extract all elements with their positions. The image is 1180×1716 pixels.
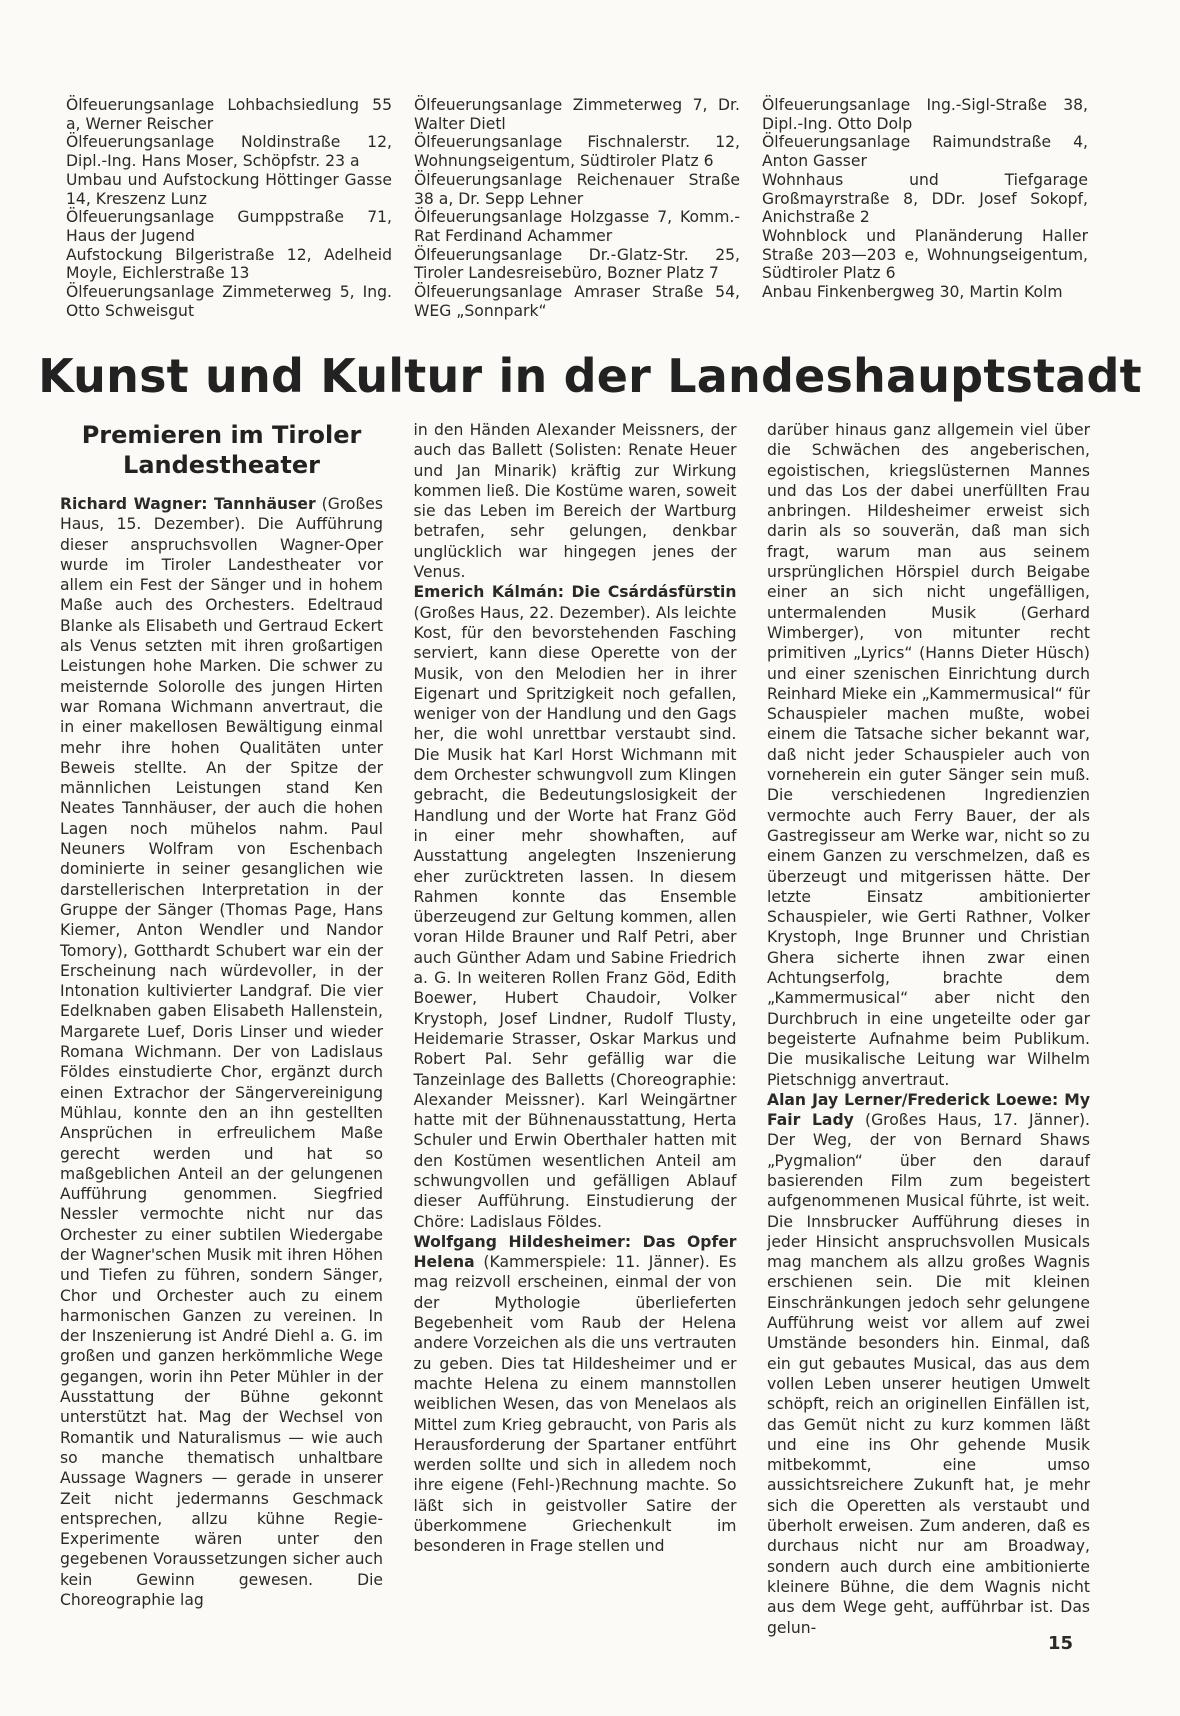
permit-entry: Ölfeuerungsanlage Lohbachsiedlung 55 a, Werner Reischer — [66, 96, 392, 133]
review-title: Richard Wagner: Tannhäuser — [60, 495, 316, 513]
page-headline: Kunst und Kultur in der Landeshauptstadt — [38, 349, 1142, 403]
review-csardasfuerstin — [414, 582, 737, 1232]
permit-entry: Ölfeuerungsanlage Zimmeterweg 7, Dr. Walter Dietl — [414, 96, 740, 133]
page-number: 15 — [1048, 1633, 1074, 1654]
review-opfer-helena — [414, 1232, 737, 1557]
review-text: (Großes Haus, 22. Dezember). Als leichte Kost, für den bevorstehenden Fasching serviert, kann diese Operette von der Musik, von den Melodien her in ihrer Eigenart und Spritzigkeit noch gefallen, weniger von der Handlung und den Gags her, die wohl unrettbar verstaubt sind. Die Musik hat Karl Horst Wichmann mit dem Orchester schwungvoll zum Klingen gebracht, die Bedeutungslosigkeit der Handlung und der Worte hat Franz Göd in einer mehr showhaften, auf Ausstattung angelegten Inszenierung eher zurücktreten lassen. In diesem Rahmen konnte das Ensemble überzeugend zur Geltung kommen, allen voran Hilde Brauner und Ralf Petri, aber auch Günther Adam und Sabine Friedrich a. G. In weiteren Rollen Franz Göd, Edith Boewer, Hubert Chaudoir, Volker Krystoph, Josef Lindner, Rudolf Tlusty, Heidemarie Strasser, Oskar Markus und Robert Pal. Sehr gefällig war die Tanzeinlage des Balletts (Choreographie: Alexander Meissner). Karl Weingärtner hatte mit der Bühnenausstattung, Herta Schuler und Erwin Oberthaler hatten mit den Kostümen wesentlichen Anteil am schwungvollen und gefälligen Ablauf dieser Aufführung. Einstudierung der Chöre: Ladislaus Földes. — [413, 603, 737, 1231]
review-tannhaeuser — [60, 494, 383, 1610]
permit-entry: Wohnhaus und Tiefgarage Großmayrstraße 8, DDr. Josef Sokopf, Anichstraße 2 — [762, 170, 1088, 227]
permits-column-2 — [414, 96, 740, 320]
review-title: Emerich Kálmán: Die Csárdásfürstin — [413, 583, 737, 602]
permit-entry: Ölfeuerungsanlage Dr.-Glatz-Str. 25, Tiroler Landesreisebüro, Bozner Platz 7 — [414, 245, 740, 283]
building-permits-list — [66, 96, 1088, 320]
section-title: Premieren im Tiroler Landestheater — [81, 421, 362, 479]
article-column-2 — [414, 420, 737, 1638]
article-body — [60, 420, 1090, 1638]
permit-entry: Wohnblock und Planänderung Haller Straße 203—203 e, Wohnungseigentum, Südtiroler Platz 6 — [762, 226, 1088, 283]
permit-entry: Ölfeuerungsanlage Zimmeterweg 5, Ing. Otto Schweisgut — [66, 283, 392, 320]
article-column-3 — [767, 420, 1090, 1638]
review-title: Wolfgang Hildesheimer: Das Opfer Helena — [413, 1232, 737, 1272]
review-title: Alan Jay Lerner/Frederick Loewe: My Fair Lady — [767, 1090, 1090, 1130]
review-my-fair-lady — [767, 1090, 1090, 1638]
review-text: (Kammerspiele: 11. Jänner). Es mag reizvoll erscheinen, einmal der von der Mythologie überlieferten Begebenheit vom Raub der Helena andere Vorzeichen als die uns vertrauten zu geben. Dies tat Hildesheimer und er machte Helena zu einem mannstollen weiblichen Wesen, das von Menelaos als Mittel zum Krieg gebraucht, von Paris als Herausforderung der Spartaner entführt werden sollte und sich in alledem noch ihre eigene (Fehl-)Rechnung machte. So läßt sich in geistvoller Satire der überkommene Griechenkult im besonderen in Frage stellen und — [413, 1253, 737, 1556]
review-continuation: in den Händen Alexander Meissners, der auch das Ballett (Solisten: Renate Heuer und Jan Minarik) kräftig zur Wirkung kommen ließ. Die Kostüme waren, soweit sie das Leben im Bereich der Wartburg betrafen, sehr gelungen, denkbar unglücklich war hingegen jenes der Venus. — [413, 421, 737, 582]
permit-entry: Aufstockung Bilgeristraße 12, Adelheid Moyle, Eichlerstraße 13 — [66, 245, 392, 283]
permits-column-1 — [66, 96, 392, 320]
permit-entry: Ölfeuerungsanlage Noldinstraße 12, Dipl.-Ing. Hans Moser, Schöpfstr. 23 a — [66, 133, 392, 171]
permit-entry: Ölfeuerungsanlage Holzgasse 7, Komm.-Rat Ferdinand Achammer — [414, 208, 740, 245]
permit-entry: Ölfeuerungsanlage Raimundstraße 4, Anton Gasser — [762, 133, 1088, 171]
permit-entry: Ölfeuerungsanlage Amraser Straße 54, WEG „Sonnpark“ — [414, 283, 740, 320]
permit-entry: Anbau Finkenbergweg 30, Martin Kolm — [762, 283, 1063, 302]
permit-entry: Umbau und Aufstockung Höttinger Gasse 14, Kreszenz Lunz — [66, 170, 392, 208]
permit-entry: Ölfeuerungsanlage Reichenauer Straße 38 a, Dr. Sepp Lehner — [414, 170, 740, 208]
review-continuation: darüber hinaus ganz allgemein viel über die Schwächen des angeberischen, egoistischen, kriegslüsternen Mannes und das Los der dabei unerfüllten Frau anbringen. Hildesheimer erweist sich darin als so souverän, daß man sich fragt, warum man aus seinem ursprünglichen Hörspiel durch Beigabe einer an sich nicht ungefälligen, untermalenden Musik (Gerhard Wimberger), von mitunter recht primitiven „Lyrics“ (Hanns Dieter Hüsch) und einer szenischen Einrichtung durch Reinhard Mieke ein „Kammermusical“ für Schauspieler machen mußte, wobei einem die Tatsache sicher bekannt war, daß nicht jeder Schauspieler auch von vorneherein ein guter Sänger sein muß. Die verschiedenen Ingredienzien vermochte auch Ferry Bauer, der als Gastregisseur am Werke war, nicht so zu einem Ganzen zu verschmelzen, daß es überzeugt und mitgerissen hätte. Der letzte Einsatz ambitionierter Schauspieler, wie Gerti Rathner, Volker Krystoph, Inge Brunner und Christian Ghera sicherte ihnen zwar einen Achtungserfolg, brachte dem „Kammermusical“ aber nicht den Durchbruch in eine ungeteilte oder gar begeisterte Aufnahme beim Publikum. Die musikalische Leitung war Wilhelm Pietschnigg anvertraut. — [767, 421, 1090, 1089]
review-text: (Großes Haus, 15. Dezember). Die Aufführung dieser anspruchsvollen Wagner-Oper wurde im Tiroler Landestheater vor allem ein Fest der Sänger und in hohem Maße auch des Orchesters. Edeltraud Blanke als Elisabeth und Gertraud Eckert als Venus setzten mit ihren großartigen Leistungen hohe Marken. Die schwer zu meisternde Solorolle des jungen Hirten war Romana Wichmann anvertraut, die in einer makellosen Bewältigung einmal mehr ihre hohen Qualitäten unter Beweis stellte. An der Spitze der männlichen Leistungen stand Ken Neates Tannhäuser, der auch die hohen Lagen noch mühelos nahm. Paul Neuners Wolfram von Eschenbach dominierte in seiner gesanglichen wie darstellerischen Interpretation in der Gruppe der Sänger (Thomas Page, Hans Kiemer, Anton Wendler und Nandor Tomory), Gotthardt Schubert war ein der Erscheinung nach würdevoller, in der Intonation kultivierter Landgraf. Die vier Edelknaben gaben Elisabeth Hallenstein, Margarete Luef, Doris Linser und wieder Romana Wichmann. Der von Ladislaus Földes einstudierte Chor, ergänzt durch einen Extrachor der Sängervereinigung Mühlau, konnte den an ihn gestellten Ansprüchen in erfreulichem Maße gerecht werden und hat so maßgeblichen Anteil an der gelungenen Aufführung genommen. Siegfried Nessler vermochte nicht nur das Orchester zu einer subtilen Wiedergabe der Wagner'schen Musik mit ihren Höhen und Tiefen zu führen, sondern Sänger, Chor und Orchester auch zu einem harmonischen Ganzen zu vereinen. In der Inszenierung ist André Diehl a. G. im großen und ganzen herkömmliche Wege gegangen, worin ihn Peter Mühler in der Ausstattung der Bühne gekonnt unterstützt hat. Mag der Wechsel von Romantik und Naturalismus — wie auch so manche thematisch unhaltbare Aussage Wagners — gerade in unserer Zeit nicht jedermanns Geschmack entsprechen, allzu kühne Regie-Experimente wären unter den gegebenen Voraussetzungen sicher auch kein Gewinn gewesen. Die Choreographie lag — [60, 495, 383, 1610]
article-column-1 — [60, 420, 383, 1638]
permits-column-3 — [762, 96, 1088, 320]
review-text: (Großes Haus, 17. Jänner). Der Weg, der von Bernard Shaws „Pygmalion“ über den darauf basierenden Film zum begeistert aufgenommenen Musical führte, ist weit. Die Innsbrucker Aufführung dieses in jeder Hinsicht anspruchsvollen Musicals mag manchem als allzu großes Wagnis erschienen sein. Die mit kleinen Einschränkungen jedoch sehr gelungene Aufführung weist vor allem auf zwei Umstände besonders hin. Einmal, daß ein gut gebautes Musical, das aus dem vollen Leben unserer heutigen Umwelt schöpft, reich an originellen Einfällen ist, das Gemüt nicht zu kurz kommen läßt und eine ins Ohr gehende Musik mitbekommt, eine umso aussichtsreichere Zukunft hat, je mehr sich die Operetten als verstaubt und überholt erweisen. Zum anderen, daß es durchaus nicht nur am Broadway, sondern auch durch eine ambitionierte kleinere Bühne, die dem Wagnis nicht aus dem Wege geht, aufführbar ist. Das gelun- — [767, 1111, 1090, 1637]
permit-entry: Ölfeuerungsanlage Ing.-Sigl-Straße 38, Dipl.-Ing. Otto Dolp — [762, 96, 1088, 133]
permit-entry: Ölfeuerungsanlage Fischnalerstr. 12, Wohnungseigentum, Südtiroler Platz 6 — [414, 133, 740, 171]
permit-entry: Ölfeuerungsanlage Gumppstraße 71, Haus der Jugend — [66, 208, 392, 245]
